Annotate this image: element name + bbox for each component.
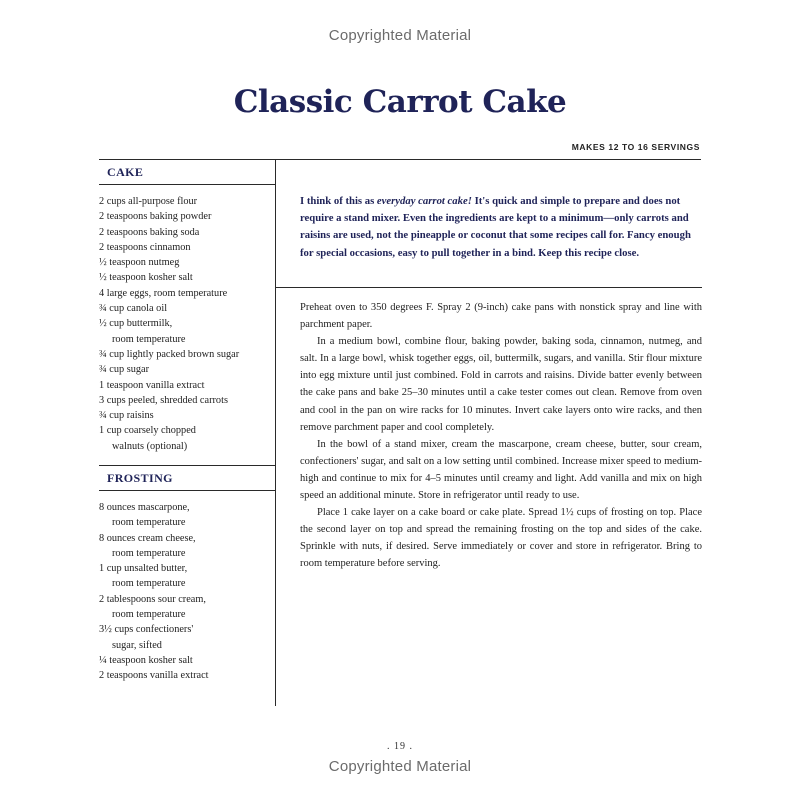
ingredient-item: room temperature: [112, 333, 186, 345]
ingredient-item: 3½ cups confectioners': [99, 624, 194, 636]
ingredient-item: room temperature: [112, 609, 186, 621]
intro-emphasis: everyday carrot cake!: [376, 195, 472, 207]
ingredient-item: ½ teaspoon nutmeg: [99, 257, 180, 269]
ingredient-item: 2 teaspoons baking powder: [99, 211, 212, 223]
cake-heading: CAKE: [107, 165, 144, 179]
ingredient-item: ¾ cup canola oil: [99, 303, 168, 315]
ingredient-item: 3 cups peeled, shredded carrots: [99, 394, 228, 406]
ingredient-item: ½ teaspoon kosher salt: [99, 272, 193, 284]
recipe-intro: [300, 193, 702, 262]
page-number: . 19 .: [387, 741, 413, 752]
cake-ingredient-list: [99, 194, 275, 454]
ingredient-item: walnuts (optional): [112, 440, 188, 452]
servings-label: MAKES 12 TO 16 SERVINGS: [571, 142, 700, 152]
intro-text-after: It's quick and simple to prepare and does not require a stand mixer. Even the ingredients are kept to a minimum—only carrots and raisins are used, not the pineapple or coconut that some recipes call for. Fancy enough for special occasions, easy to pull together in a bind. Keep this recipe close.: [300, 195, 691, 259]
frosting-heading: FROSTING: [107, 471, 173, 485]
ingredient-item: 1 cup unsalted butter,: [99, 563, 188, 575]
ingredient-item: room temperature: [112, 578, 186, 590]
ingredient-item: sugar, sifted: [112, 639, 162, 651]
ingredient-item: 2 tablespoons sour cream,: [99, 593, 206, 605]
intro-text-before: I think of this as: [300, 195, 377, 207]
ingredient-item: 2 teaspoons baking soda: [99, 226, 200, 238]
ingredient-item: ½ cup buttermilk,: [99, 318, 173, 330]
frosting-heading-rule: [99, 490, 275, 491]
method-step-1: Preheat oven to 350 degrees F. Spray 2 (9-inch) cake pans with nonstick spray and line with parchment paper.: [300, 302, 702, 331]
frosting-ingredients-section: [99, 465, 275, 684]
ingredient-item: room temperature: [112, 517, 186, 529]
recipe-title: Classic Carrot Cake: [233, 84, 567, 120]
method-step-2: In a medium bowl, combine flour, baking powder, baking soda, cinnamon, nutmeg, and salt. In a large bowl, whisk together eggs, oil, buttermilk, sugars, and vanilla. Stir flour mixture into egg mixture until just combined. Fold in carrots and raisins. Divide batter evenly between the cake pans and bake 25–30 minutes until a cake tester comes out clean. Remove from oven and cool in the pan on wire racks for 10 minutes. Invert cake layers onto wire racks, and then remove parchment paper and cool completely.: [300, 336, 702, 433]
ingredient-item: 1 cup coarsely chopped: [99, 425, 196, 437]
cake-ingredients-section: [99, 160, 275, 454]
ingredient-item: ¾ cup raisins: [99, 410, 154, 422]
ingredient-item: ¾ cup sugar: [99, 364, 150, 376]
method-section: [300, 299, 702, 573]
intro-divider: [276, 287, 702, 288]
ingredient-item: 4 large eggs, room temperature: [99, 287, 228, 299]
ingredient-item: room temperature: [112, 547, 186, 559]
cake-heading-rule: [99, 184, 275, 185]
ingredient-item: ¼ teaspoon kosher salt: [99, 654, 193, 666]
ingredient-item: 2 cups all-purpose flour: [99, 196, 198, 207]
watermark-top: Copyrighted Material: [328, 27, 472, 44]
method-step-4: Place 1 cake layer on a cake board or cake plate. Spread 1½ cups of frosting on top. Place the second layer on top and spread the remaining frosting on the top and sides of the cake. Sprinkle with nuts, if desired. Serve immediately or cover and store in refrigerator. Bring to room temperature before serving.: [300, 507, 702, 570]
watermark-bottom: Copyrighted Material: [328, 758, 472, 775]
ingredient-item: 8 ounces mascarpone,: [99, 502, 190, 513]
column-divider: [275, 159, 276, 706]
ingredient-item: 2 teaspoons vanilla extract: [99, 670, 209, 682]
ingredient-item: 2 teaspoons cinnamon: [99, 241, 191, 253]
ingredient-item: 1 teaspoon vanilla extract: [99, 379, 205, 391]
frosting-ingredient-list: [99, 500, 275, 684]
ingredient-item: 8 ounces cream cheese,: [99, 532, 196, 544]
ingredient-item: ¾ cup lightly packed brown sugar: [99, 348, 240, 360]
method-step-3: In the bowl of a stand mixer, cream the mascarpone, cream cheese, butter, sour cream, confectioners' sugar, and salt on a low setting until combined. Increase mixer speed to medium-high and continue to mix for 4–5 minutes until creamy and light. Add vanilla and mix on high speed an additional minute. Store in refrigerator until ready to use.: [300, 438, 702, 502]
